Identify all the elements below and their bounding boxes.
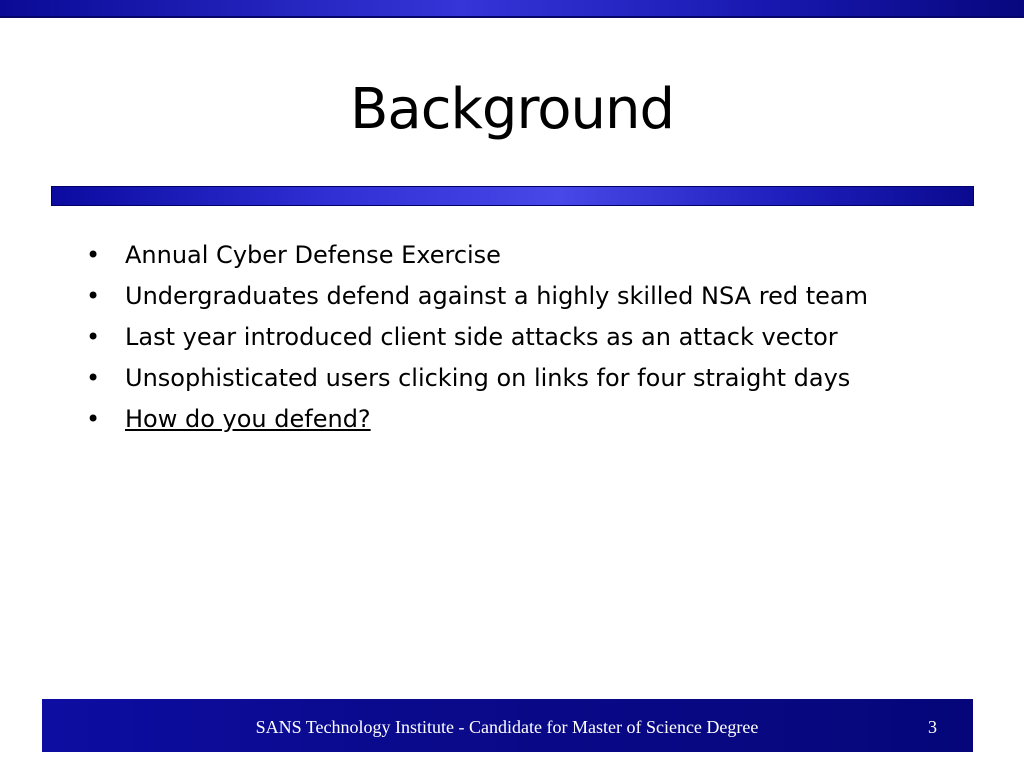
slide-title: Background xyxy=(349,77,675,142)
bullet-item xyxy=(86,234,986,275)
bullet-list xyxy=(86,234,986,439)
bullet-text: Undergraduates defend against a highly skilled NSA red team xyxy=(125,281,868,310)
footer-bar xyxy=(42,699,973,752)
bullet-item xyxy=(86,316,986,357)
top-header-bar xyxy=(0,0,1024,18)
title-divider-bar xyxy=(51,186,974,206)
bullet-text: Annual Cyber Defense Exercise xyxy=(125,240,501,269)
footer-text: SANS Technology Institute - Candidate for Master of Science Degree xyxy=(255,717,759,737)
how-do-you-defend-link[interactable]: How do you defend? xyxy=(125,404,371,433)
bullet-marker: • xyxy=(86,404,101,433)
bullet-marker: • xyxy=(86,322,101,351)
bullet-marker: • xyxy=(86,281,101,310)
bullet-text: Last year introduced client side attacks as an attack vector xyxy=(125,322,838,351)
bullet-item xyxy=(86,357,986,398)
page-number: 3 xyxy=(928,717,937,737)
bullet-marker: • xyxy=(86,363,101,392)
bullet-item xyxy=(86,275,986,316)
bullet-item xyxy=(86,398,986,439)
bullet-text: Unsophisticated users clicking on links for four straight days xyxy=(125,363,851,392)
bullet-marker: • xyxy=(86,240,101,269)
